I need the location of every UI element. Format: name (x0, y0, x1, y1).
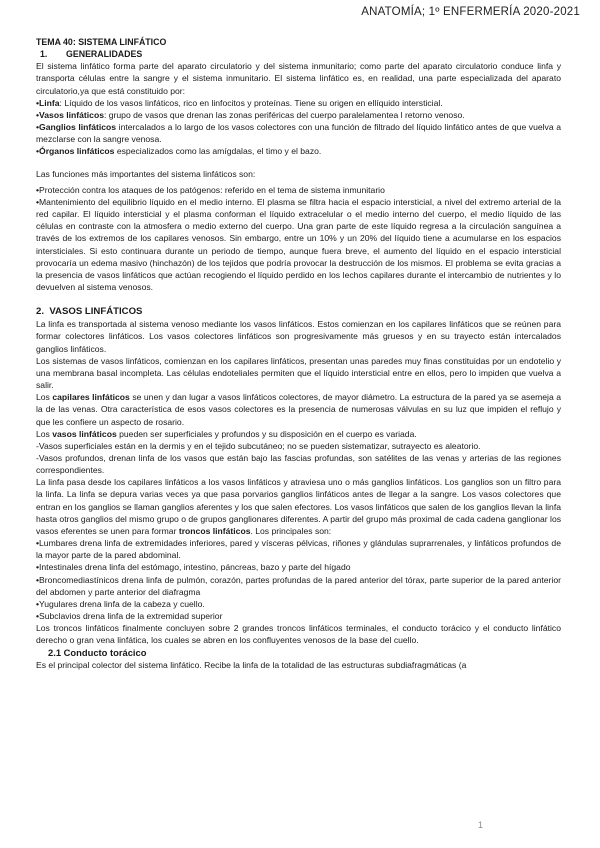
list-item (36, 97, 561, 109)
term: Vasos linfáticos (39, 109, 104, 120)
term: Órganos linfáticos (39, 146, 115, 157)
paragraph: Es el principal colector del sistema linfático. Recibe la linfa de la totalidad de las estructuras subdiafragmáticas (a (36, 659, 467, 670)
section-title: Conducto torácico (63, 646, 147, 658)
section-number: 2. (36, 306, 45, 318)
text-run: pueden ser superficiales y profundos y su disposición en el cuerpo es variada. (116, 428, 417, 439)
list-item-text: Lumbares drena linfa de extremidades inferiores, pared y vísceras pélvicas, riñones y glándulas suprarrenales, y linfáticos profundos de la mayor parte de la pared abdominal. (36, 538, 561, 561)
subsection-2-1-heading (48, 647, 561, 659)
list-item-text: : Líquido de los vasos linfáticos, rico en linfocitos y proteínas. Tiene su origen en ellíquido intersticial. (59, 97, 443, 108)
running-header: ANATOMÍA; 1º ENFERMERÍA 2020-2021 (361, 6, 580, 18)
list-item-text: especializados como las amígdalas, el timo y el bazo. (114, 146, 322, 157)
paragraph (36, 428, 561, 440)
bullet-icon: • (36, 146, 40, 157)
list-item-text: Intestinales drena linfa del estómago, intestino, páncreas, bazo y parte del hígado (39, 562, 351, 573)
text-run: Los (36, 428, 53, 439)
section-2-heading (36, 306, 561, 318)
term: capilares linfáticos (52, 392, 130, 403)
list-item (36, 537, 561, 561)
bullet-icon: • (36, 574, 40, 585)
term: vasos linfáticos (52, 428, 117, 439)
list-item-text: intercalados a lo largo de los vasos colectores con una función de filtrado del líquido linfático antes de que vuelva a mezclarse con la sangre venosa. (36, 122, 561, 145)
list-item (36, 109, 561, 121)
list-item (36, 610, 561, 622)
list-item-text: Mantenimiento del equilibrio líquido en el medio interno. El plasma se filtra hacia el espacio intersticial, a nivel del extremo arterial de la red capilar. El líquido intersticial y el plasma conforman el líquido extracelular o el medio interno del cuerpo, el medio líquido de las células en contraste con la atmosfera o medio externo del cuerpo. Una gran parte de este líquido regresa a la circulación sanguínea a través de los extremos de los capilares venosos. Sin embargo, entre un 10% y un 20% del líquido tiene a acumularse en los espacios intersticiales. Si esto continuara durante un periodo de tiempo, aunque fuera breve, el aumento del líquido en el espacio intersticial provocaría un edema masivo (hinchazón) de los tejidos que podría provocar la destrucción de los mismos. El problema se evita gracias a la presencia de vasos linfáticos que actúan recogiendo el líquido perdido en los lechos capilares durante el intercambio de nutrientes y lo devuelven al sistema venosos. (36, 196, 561, 292)
list-item (36, 561, 561, 573)
document-body (36, 36, 561, 671)
paragraph: Los troncos linfáticos finalmente concluyen sobre 2 grandes troncos linfáticos terminales, el conducto torácico y el conducto linfático derecho o gran vena linfática, los cuales se abren en los confluyentes venosos de la base del cuello. (36, 623, 561, 646)
list-item (36, 574, 561, 598)
spacer (36, 158, 561, 168)
list-item (36, 145, 561, 157)
list-item (36, 121, 561, 145)
section-number: 2.1 (48, 646, 62, 658)
text-run: La linfa pasa desde los capilares linfáticos a los vasos linfáticos y atraviesa uno o más ganglios linfáticos. Los ganglios son un filtro para la linfa. La linfa se depura varias veces ya que pasa porvarios ganglios linfáticos antes de llegar a la sangre. Los vasos colectores que entran en los ganglios se llaman ganglios aferentes y los que salen efectores. Los vasos linfáticos que salen de los ganglios llevan la linfa hasta otros ganglios del mismo grupo o de grupos ganglionares diferentes. A partir del grupo más proximal de cada cadena ganglionar los vasos eferentes se unen para formar (36, 477, 562, 536)
page-number: 1 (478, 820, 484, 830)
list-item (36, 598, 561, 610)
list-item (36, 196, 561, 293)
paragraph: El sistema linfático forma parte del aparato circulatorio y del sistema inmunitario; como parte del aparato circulatorio conduce linfa y transporta células entre la sangre y el sistema inmunitario. El sistema linfático es, en realidad, una parte especializada del aparato circulatorio,ya que está constituido por: (36, 61, 561, 96)
paragraph (36, 391, 561, 427)
list-item-text: Subclavios drena linfa de la extremidad superior (39, 611, 223, 622)
bullet-icon: • (36, 184, 40, 195)
section-number: 1. (40, 49, 48, 60)
bullet-icon: • (36, 562, 40, 573)
bullet-icon: • (36, 196, 40, 207)
section-1-heading (40, 48, 561, 60)
paragraph: La linfa es transportada al sistema venoso mediante los vasos linfáticos. Estos comienzan en los capilares linfáticos que se reúnen para formar colectores linfáticos. Los vasos colectores linfáticos son progresivamente más gruesos y en su trayecto están intercalados ganglios linfáticos. (36, 319, 561, 354)
paragraph: Los sistemas de vasos linfáticos, comienzan en los capilares linfáticos, presentan unas paredes muy finas constituidas por un endotelio y una membrana basal incompleta. Las células endoteliales permiten que el líquido intersticial entre en ellos, pero lo impiden que vuelva a salir. (36, 355, 561, 391)
bullet-icon: • (36, 97, 40, 108)
list-item-text: Broncomediastínicos drena linfa de pulmón, corazón, partes profundas de la pared anterior del tórax, parte superior de la pared anterior del abdomen y parte anterior del diafragma (36, 574, 561, 597)
list-item-text: Protección contra los ataques de los patógenos: referido en el tema de sistema inmunitario (39, 184, 385, 195)
section-title: VASOS LINFÁTICOS (49, 306, 143, 318)
bullet-icon: • (36, 538, 40, 549)
paragraph: Las funciones más importantes del sistema linfáticos son: (36, 168, 256, 179)
text-run: se unen y dan lugar a vasos linfáticos colectores, de mayor diámetro. La estructura de la pared ya se asemeja a la de las venas. Otra característica de esos vasos colectores es la presencia de numerosas válvulas en su luz que impiden el reflujo y que les confiere un aspecto de rosario. (36, 392, 561, 427)
list-item-text: : grupo de vasos que drenan las zonas periféricas del cuerpo paralelamentea l retorno venoso. (103, 109, 465, 120)
section-title: GENERALIDADES (66, 49, 143, 60)
paragraph (36, 476, 561, 537)
bullet-icon: • (36, 598, 40, 609)
bullet-icon: • (36, 611, 40, 622)
text-run: . Los principales son: (250, 525, 332, 536)
list-item-text: Yugulares drena linfa de la cabeza y cuello. (39, 598, 205, 609)
paragraph: -Vasos superficiales están en la dermis y en el tejido subcutáneo; no se pueden sistematizar, sutrayecto es aleatorio. (36, 440, 481, 451)
paragraph: -Vasos profundos, drenan linfa de los vasos que están bajo las fascias profundas, son satélites de las venas y arterias de las regiones correspondientes. (36, 453, 561, 476)
text-run: Los (36, 392, 53, 403)
bullet-icon: • (36, 122, 40, 133)
term: troncos linfáticos (178, 525, 251, 536)
list-item (36, 184, 561, 196)
term: Ganglios linfáticos (39, 122, 117, 133)
term: Linfa (39, 97, 60, 108)
page-title: TEMA 40: SISTEMA LINFÁTICO (36, 37, 167, 47)
spacer (36, 293, 561, 299)
bullet-icon: • (36, 109, 40, 120)
